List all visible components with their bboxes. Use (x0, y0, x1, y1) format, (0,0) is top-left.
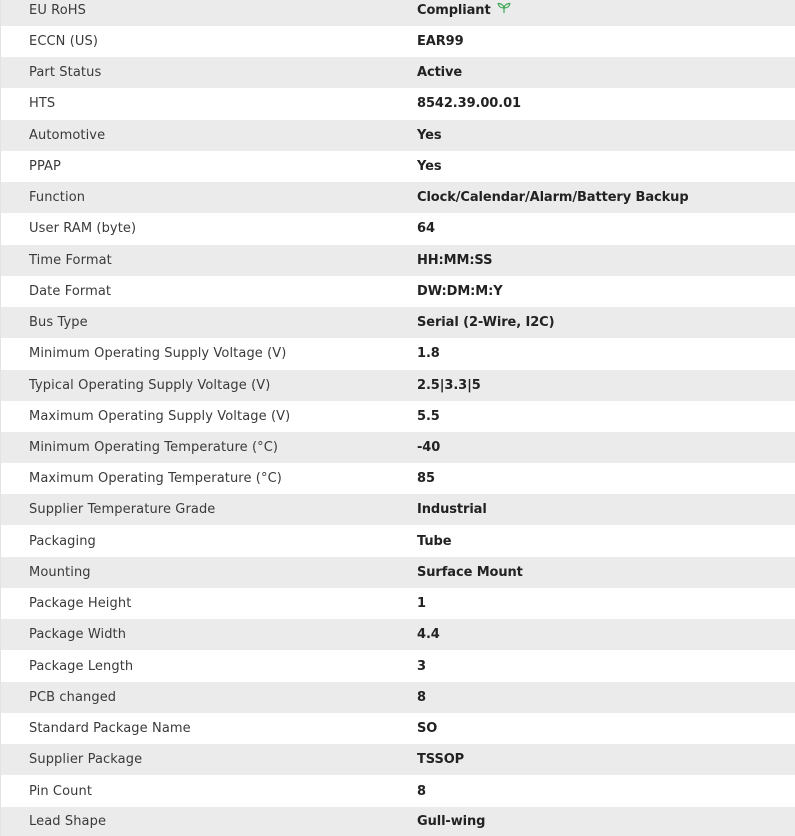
spec-value: 4.4 (417, 627, 440, 642)
spec-value: 8 (417, 690, 426, 705)
spec-label: Packaging (29, 534, 96, 549)
table-row (1, 401, 795, 432)
spec-value: HH:MM:SS (417, 253, 493, 268)
spec-label: Supplier Package (29, 752, 143, 767)
table-row (1, 88, 795, 119)
table-row (1, 713, 795, 744)
spec-value: Active (417, 65, 463, 80)
spec-label: Typical Operating Supply Voltage (V) (29, 378, 271, 393)
spec-label: Time Format (29, 253, 112, 268)
table-row (1, 213, 795, 244)
spec-label: Minimum Operating Temperature (°C) (29, 440, 279, 455)
table-row (1, 120, 795, 151)
spec-label: Standard Package Name (29, 721, 191, 736)
spec-value: EAR99 (417, 34, 464, 49)
spec-label: Bus Type (29, 315, 88, 330)
spec-value: Serial (2-Wire, I2C) (417, 315, 555, 330)
table-row (1, 26, 795, 57)
spec-label: Package Height (29, 596, 132, 611)
spec-label: Automotive (29, 128, 106, 143)
spec-label: User RAM (byte) (29, 221, 137, 236)
spec-label: HTS (29, 96, 56, 111)
table-row (1, 744, 795, 775)
table-row (1, 182, 795, 213)
table-row (1, 807, 795, 836)
spec-value: 8542.39.00.01 (417, 96, 521, 111)
spec-label: Date Format (29, 284, 112, 299)
spec-label: Maximum Operating Temperature (°C) (29, 471, 282, 486)
spec-label: Maximum Operating Supply Voltage (V) (29, 409, 291, 424)
table-row (1, 276, 795, 307)
table-row (1, 651, 795, 682)
spec-value: 8 (417, 784, 426, 799)
spec-label: Package Width (29, 627, 127, 642)
spec-label: Package Length (29, 659, 134, 674)
spec-label: Mounting (29, 565, 91, 580)
spec-value (417, 3, 511, 18)
spec-value: Tube (417, 534, 452, 549)
spec-value: Clock/Calendar/Alarm/Battery Backup (417, 190, 689, 205)
table-row (1, 776, 795, 807)
spec-value: 3 (417, 659, 426, 674)
table-row (1, 57, 795, 88)
table-row (1, 557, 795, 588)
spec-value: Gull-wing (417, 814, 486, 829)
table-row (1, 245, 795, 276)
table-row (1, 494, 795, 525)
spec-value: Surface Mount (417, 565, 523, 580)
table-row (1, 463, 795, 494)
spec-value: TSSOP (417, 752, 465, 767)
spec-value: Industrial (417, 502, 487, 517)
spec-label: Pin Count (29, 784, 93, 799)
table-row (1, 0, 795, 26)
table-row (1, 432, 795, 463)
spec-value: 85 (417, 471, 435, 486)
table-row (1, 526, 795, 557)
spec-label: Lead Shape (29, 814, 107, 829)
spec-value: 2.5|3.3|5 (417, 378, 481, 393)
spec-value: Yes (417, 159, 442, 174)
spec-value: 1.8 (417, 346, 440, 361)
spec-value: 5.5 (417, 409, 440, 424)
spec-value: 64 (417, 221, 435, 236)
spec-value: SO (417, 721, 438, 736)
spec-label: Part Status (29, 65, 102, 80)
table-row (1, 370, 795, 401)
spec-label: Supplier Temperature Grade (29, 502, 216, 517)
spec-value-text: Compliant (417, 3, 491, 18)
leaf-icon (497, 2, 511, 18)
spec-label: PCB changed (29, 690, 117, 705)
spec-label: Function (29, 190, 86, 205)
table-row (1, 338, 795, 369)
spec-value: DW:DM:M:Y (417, 284, 503, 299)
spec-label: Minimum Operating Supply Voltage (V) (29, 346, 287, 361)
table-row (1, 682, 795, 713)
spec-value: -40 (417, 440, 441, 455)
spec-value: 1 (417, 596, 426, 611)
table-row (1, 588, 795, 619)
table-row (1, 619, 795, 650)
spec-value: Yes (417, 128, 442, 143)
table-row (1, 151, 795, 182)
table-row (1, 307, 795, 338)
spec-label: ECCN (US) (29, 34, 99, 49)
spec-label: EU RoHS (29, 3, 86, 18)
spec-label: PPAP (29, 159, 61, 174)
